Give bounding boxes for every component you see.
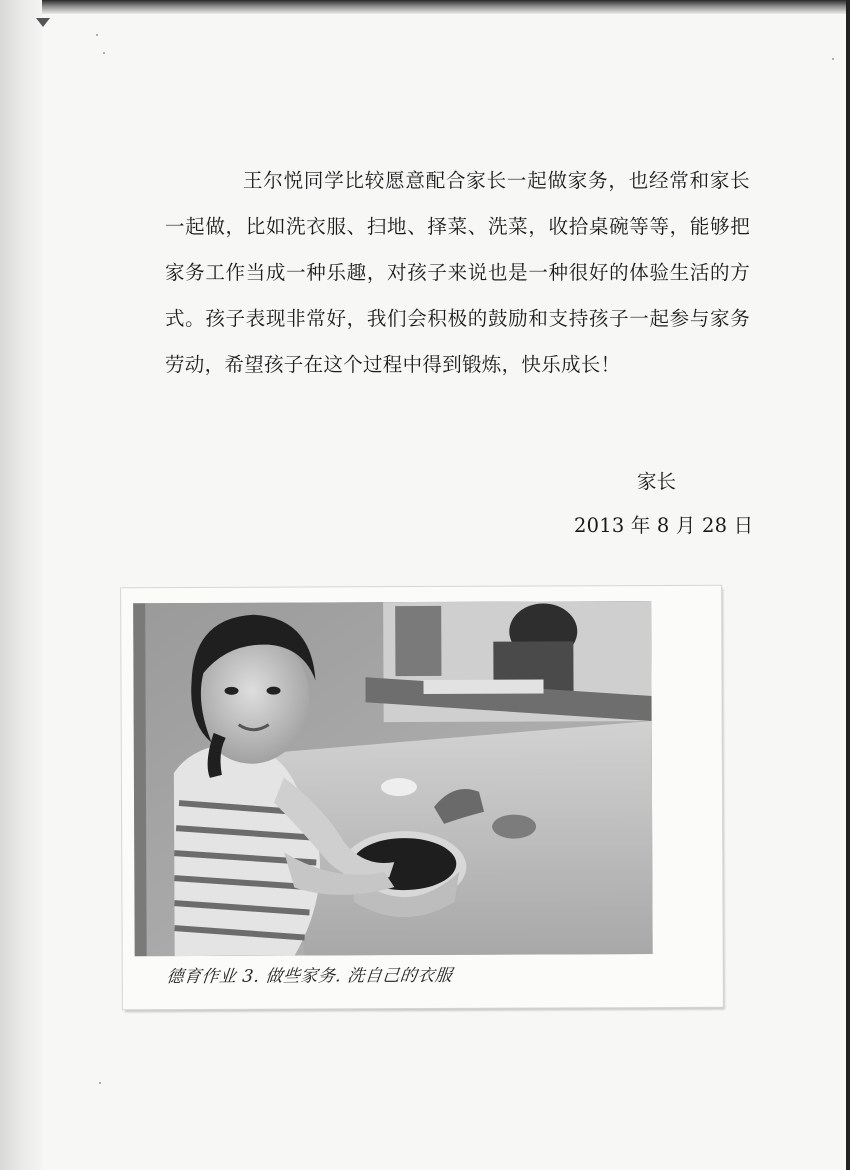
photo-illustration [133, 601, 653, 956]
faucet-handle [492, 815, 536, 839]
letter-date: 2013 年 8 月 28 日 [574, 514, 754, 537]
handwritten-caption: 德育作业 3. 做些家务. 洗自己的衣服 [165, 965, 454, 988]
dust-speck [832, 58, 834, 60]
photo-girl-washing-clothes [133, 601, 653, 956]
dust-speck [103, 52, 105, 54]
mirror-shelf-items [395, 606, 441, 676]
scan-left-edge [0, 0, 42, 1170]
scan-right-edge [846, 0, 850, 1170]
shelf-toothbrushes [423, 679, 543, 694]
signature-parent: 家长 [637, 470, 677, 493]
dust-speck [96, 34, 98, 36]
dust-speck [99, 1082, 101, 1084]
soap-dish [381, 778, 417, 796]
girl-eye-right [267, 687, 281, 695]
door-frame [133, 603, 147, 956]
girl-eye-left [225, 687, 239, 695]
corner-fold-mark [36, 18, 50, 27]
letter-body: 王尔悦同学比较愿意配合家长一起做家务，也经常和家长一起做，比如洗衣服、扫地、择菜、洗菜，收拾桌碗等等，能够把家务工作当成一种乐趣，对孩子来说也是一种很好的体验生活的方式。孩子表现非常好，我们会积极的鼓励和支持孩子一起参与家务劳动，希望孩子在这个过程中得到锻炼，快乐成长！ [165, 169, 750, 376]
scan-top-edge [0, 0, 850, 14]
pasted-photo-card [121, 586, 723, 1010]
